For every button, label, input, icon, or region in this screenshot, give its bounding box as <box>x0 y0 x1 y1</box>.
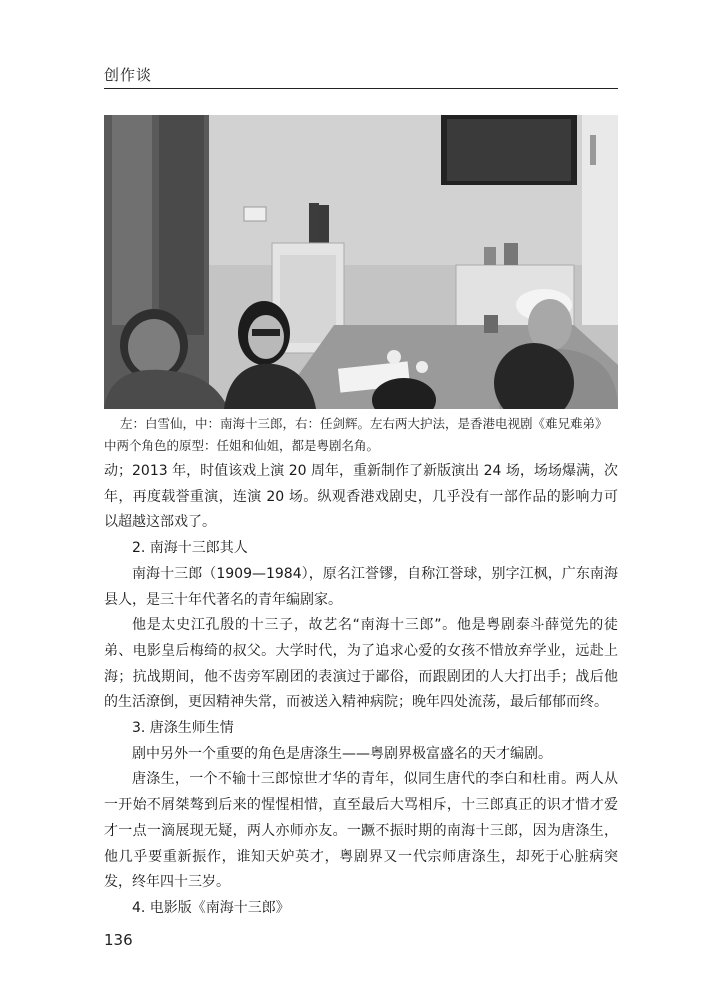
page-number: 136 <box>104 931 133 949</box>
caption-line-2: 中两个角色的原型：任姐和仙姐，都是粤剧名角。 <box>104 438 380 453</box>
meeting-photo <box>104 115 618 409</box>
section-heading-4: 4. 电影版《南海十三郎》 <box>132 899 290 916</box>
header-divider <box>104 88 618 89</box>
running-head-section-title: 创作谈 <box>104 66 153 84</box>
paragraph-tang-intro: 剧中另外一个重要的角色是唐涤生——粤剧界极富盛名的天才编剧。 <box>132 745 552 762</box>
paragraph-continuation: 动；2013 年，时值该戏上演 20 周年，重新制作了新版演出 24 场，场场爆满，次年，再度载誉重演，连演 20 场。纵观香港戏剧史，几乎没有一部作品的影响力可以超越这部戏了。 <box>104 463 618 531</box>
paragraph-nanhai-biography: 他是太史江孔殷的十三子，故艺名“南海十三郎”。他是粤剧泰斗薛觉先的徒弟、电影皇后梅绮的叔父。大学时代，为了追求心爱的女孩不惜放弃学业，远赴上海；抗战期间，他不齿旁军剧团的表演过于鄙俗，而跟剧团的人大打出手；战后他的生活潦倒，更因精神失常，而被送入精神病院；晚年四处流荡，最后郁郁而终。 <box>104 617 618 711</box>
section-heading-2: 2. 南海十三郎其人 <box>132 540 248 557</box>
caption-line-1: 左：白雪仙，中：南海十三郎，右：任剑辉。左右两大护法，是香港电视剧《难兄难弟》 <box>120 416 608 431</box>
article-body <box>104 459 618 922</box>
paragraph-tang-relationship: 唐涤生，一个不输十三郎惊世才华的青年，似同生唐代的李白和杜甫。两人从一开始不屑桀骜到后来的惺惺相惜，直至最后大骂相斥，十三郎真正的识才惜才爱才一点一滴展现无疑，两人亦师亦友。一蹶不振时期的南海十三郎，因为唐涤生，他几乎要重新振作，谁知天妒英才，粤剧界又一代宗师唐涤生，却死于心脏病突发，终年四十三岁。 <box>104 771 618 891</box>
photo-caption <box>104 413 618 457</box>
section-heading-3: 3. 唐涤生师生情 <box>132 720 234 737</box>
paragraph-nanhai-intro: 南海十三郎（1909—1984），原名江誉镠，自称江誉球，别字江枫，广东南海县人，是三十年代著名的青年编剧家。 <box>104 565 618 608</box>
